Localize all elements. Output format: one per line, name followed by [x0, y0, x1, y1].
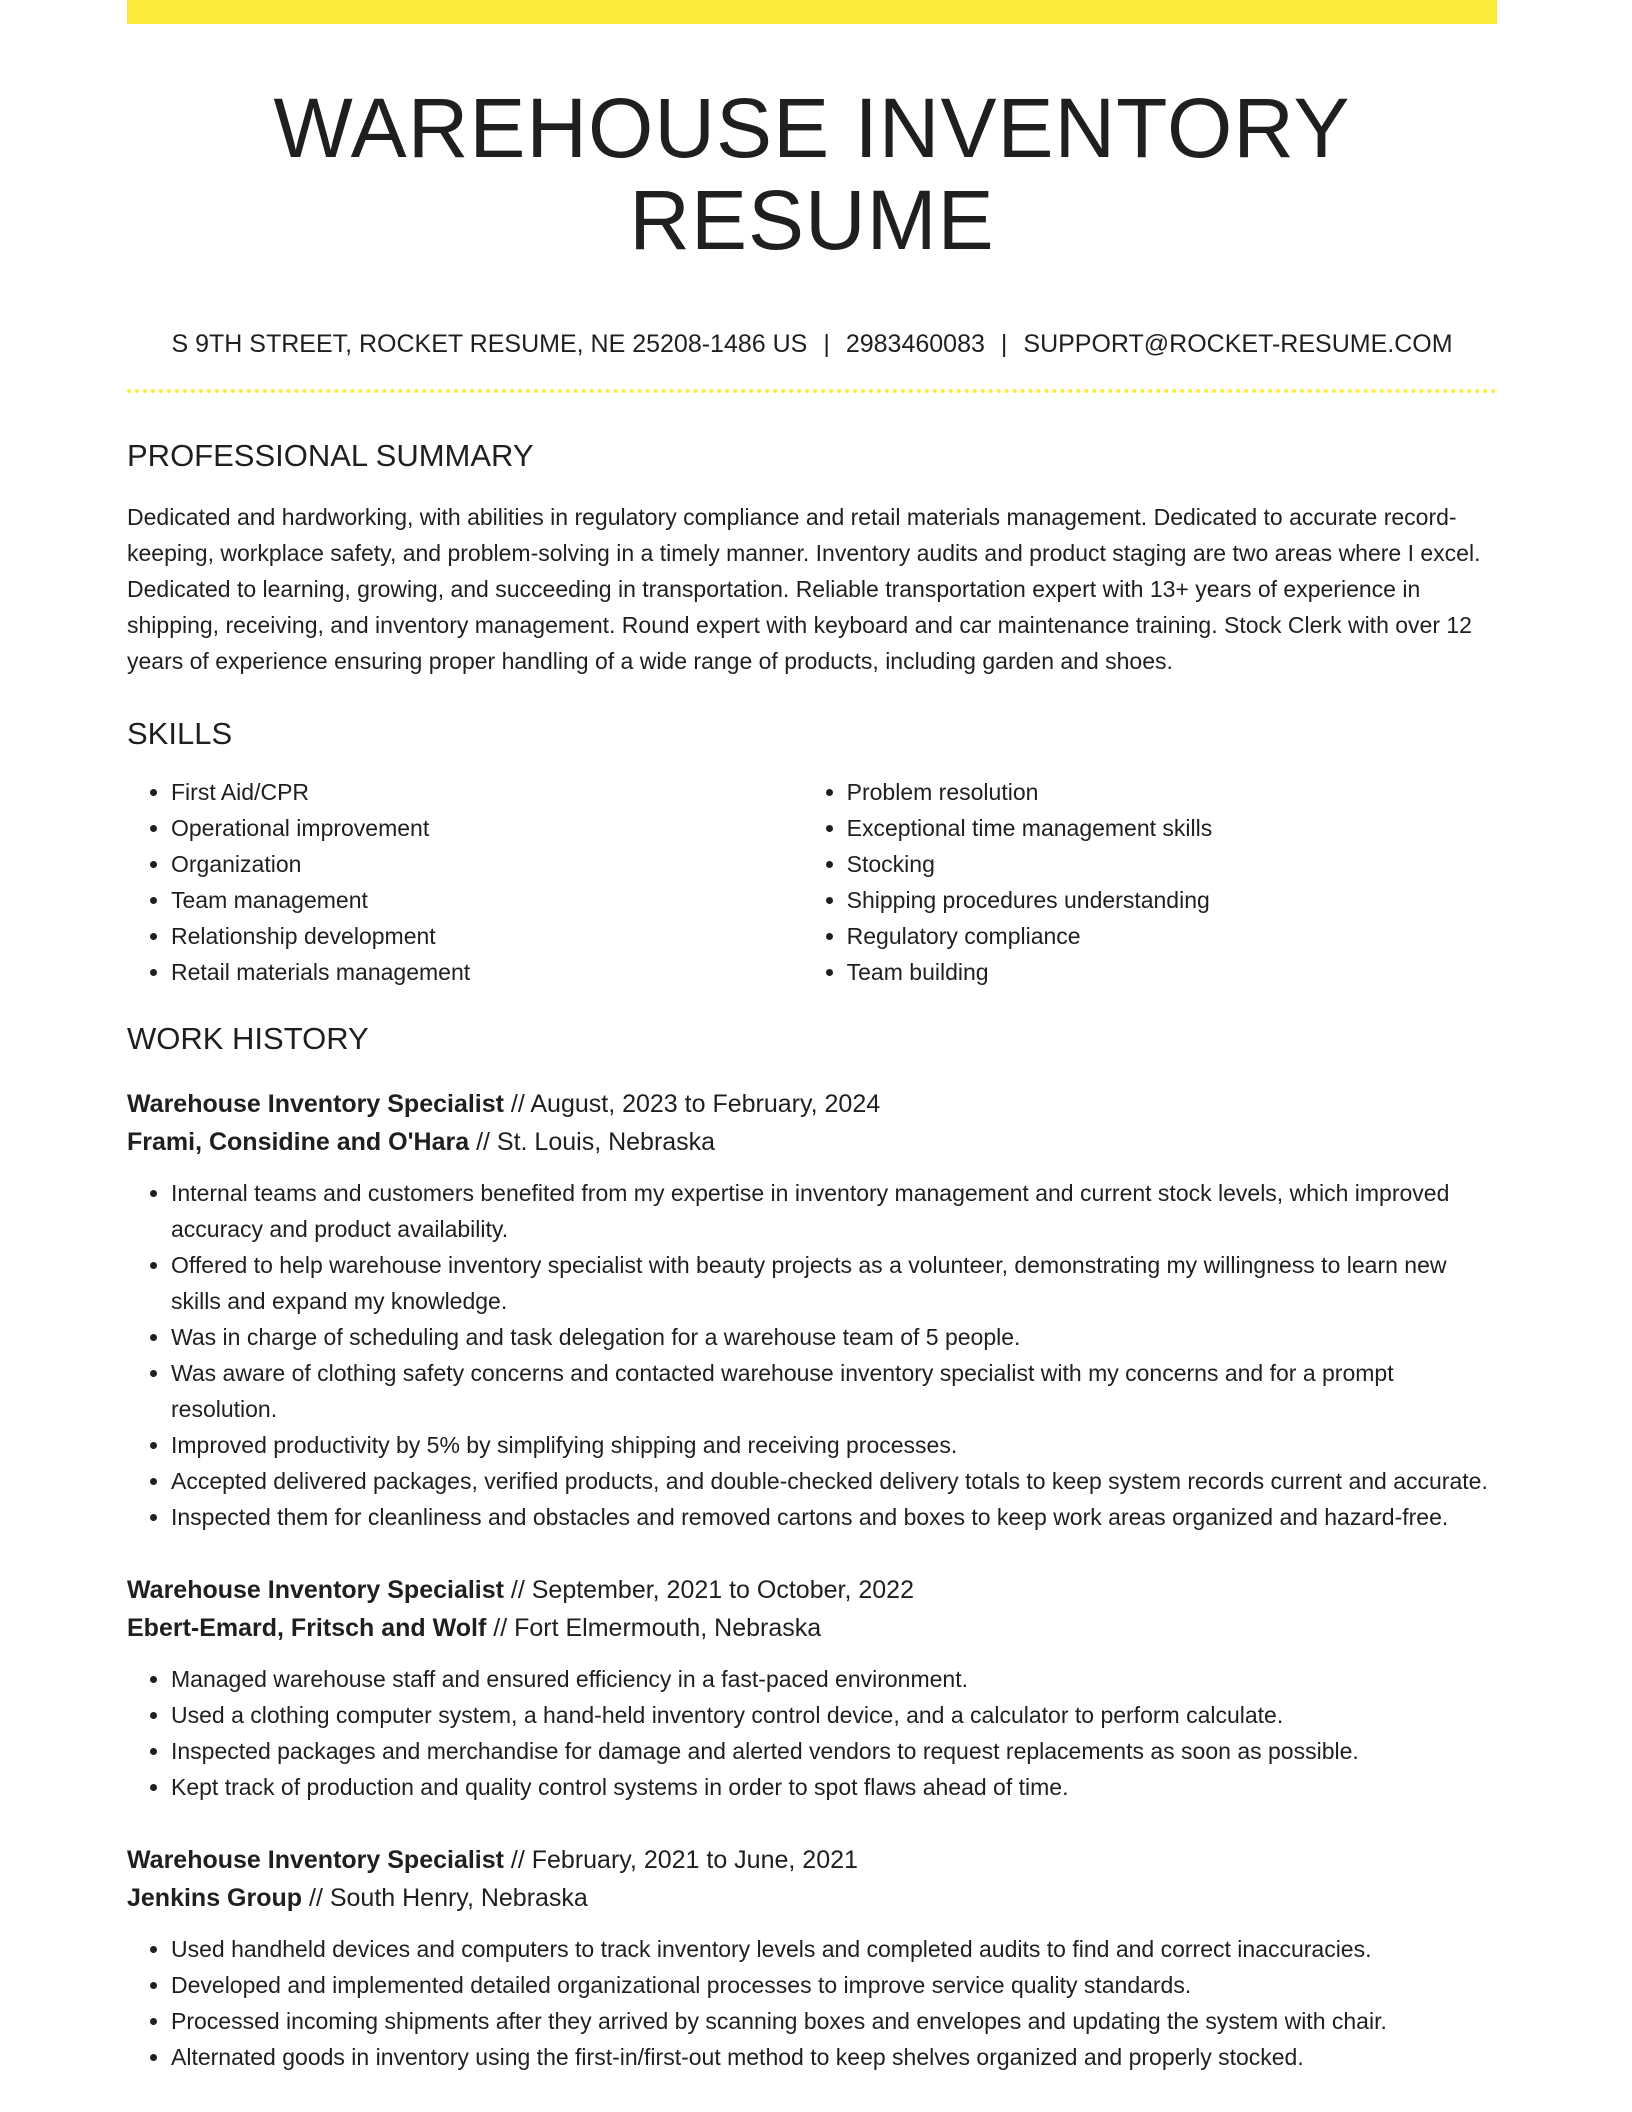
contact-address: S 9TH STREET, ROCKET RESUME, NE 25208-1486 US — [171, 329, 808, 358]
skill-item: • Relationship development — [171, 918, 803, 954]
job-role-line — [127, 1841, 1497, 1879]
skill-item: • Problem resolution — [847, 774, 1497, 810]
job-entry — [127, 1841, 1497, 2075]
job-bullet: • Accepted delivered packages, verified products, and double-checked delivery totals to keep system records current and accurate. — [171, 1463, 1497, 1499]
job-role: Warehouse Inventory Specialist — [127, 1846, 504, 1875]
skills-column-right — [803, 774, 1497, 990]
job-company-line — [127, 1609, 1497, 1647]
job-company-line — [127, 1879, 1497, 1917]
summary-heading: PROFESSIONAL SUMMARY — [127, 437, 534, 473]
skill-item: • Team management — [171, 882, 803, 918]
job-bullet: • Processed incoming shipments after they arrived by scanning boxes and envelopes and updating the system with chair. — [171, 2003, 1497, 2039]
job-bullet: • Was in charge of scheduling and task delegation for a warehouse team of 5 people. — [171, 1319, 1497, 1355]
job-bullet: • Inspected packages and merchandise for damage and alerted vendors to request replacements as soon as possible. — [171, 1733, 1497, 1769]
job-location: // Fort Elmermouth, Nebraska — [486, 1614, 822, 1643]
job-company: Jenkins Group — [127, 1884, 303, 1913]
job-company: Frami, Considine and O'Hara — [127, 1128, 470, 1157]
job-dates: // February, 2021 to June, 2021 — [503, 1846, 858, 1875]
job-bullet: • Used handheld devices and computers to track inventory levels and completed audits to find and correct inaccuracies. — [171, 1931, 1497, 1967]
job-bullet: • Offered to help warehouse inventory specialist with beauty projects as a volunteer, demonstrating my willingness to learn new skills and expand my knowledge. — [171, 1247, 1497, 1319]
section-divider — [127, 389, 1497, 393]
skills-column-left — [127, 774, 803, 990]
job-bullet-list — [127, 1175, 1497, 1535]
job-bullet: • Developed and implemented detailed organizational processes to improve service quality standards. — [171, 1967, 1497, 2003]
job-bullet-list — [127, 1931, 1497, 2075]
resume-title: WAREHOUSE INVENTORY RESUME — [273, 81, 1351, 268]
job-bullet-list — [127, 1661, 1497, 1805]
skill-item: • Shipping procedures understanding — [847, 882, 1497, 918]
job-bullet: • Used a clothing computer system, a hand-held inventory control device, and a calculator to perform calculate. — [171, 1697, 1497, 1733]
job-bullet: • Inspected them for cleanliness and obstacles and removed cartons and boxes to keep work areas organized and hazard-free. — [171, 1499, 1497, 1535]
job-bullet: • Alternated goods in inventory using the first-in/first-out method to keep shelves organized and properly stocked. — [171, 2039, 1497, 2075]
summary-text: Dedicated and hardworking, with abilities in regulatory compliance and retail materials management. Dedicated to accurate record-keeping, workplace safety, and problem-solving in a timely manner. Inventory audits and product staging are two areas where I excel. Dedicated to learning, growing, and succeeding in transportation. Reliable transportation expert with 13+ years of experience in shipping, receiving, and inventory management. Round expert with keyboard and car maintenance training. Stock Clerk with over 12 years of experience ensuring proper handling of a wide range of products, including garden and shoes. — [127, 503, 1481, 674]
skill-item: • Retail materials management — [171, 954, 803, 990]
job-bullet: • Kept track of production and quality control systems in order to spot flaws ahead of time. — [171, 1769, 1497, 1805]
job-role-line — [127, 1085, 1497, 1123]
job-location: // South Henry, Nebraska — [302, 1884, 588, 1913]
job-location: // St. Louis, Nebraska — [469, 1128, 716, 1157]
contact-separator: | — [1000, 329, 1008, 358]
job-bullet: • Managed warehouse staff and ensured efficiency in a fast-paced environment. — [171, 1661, 1497, 1697]
job-bullet: • Internal teams and customers benefited from my expertise in inventory management and current stock levels, which improved accuracy and product availability. — [171, 1175, 1497, 1247]
work-history-heading: WORK HISTORY — [127, 1021, 369, 1057]
skill-item: • Stocking — [847, 846, 1497, 882]
job-bullet: • Improved productivity by 5% by simplifying shipping and receiving processes. — [171, 1427, 1497, 1463]
job-role: Warehouse Inventory Specialist — [127, 1576, 504, 1605]
contact-phone: 2983460083 — [845, 329, 985, 358]
job-dates: // August, 2023 to February, 2024 — [503, 1090, 881, 1119]
contact-separator: | — [823, 329, 830, 358]
resume-page — [127, 0, 1497, 2075]
skills-list — [127, 774, 1497, 990]
job-role: Warehouse Inventory Specialist — [127, 1090, 504, 1119]
skill-item: • Exceptional time management skills — [847, 810, 1497, 846]
job-company-line — [127, 1123, 1497, 1161]
job-bullet: • Was aware of clothing safety concerns and contacted warehouse inventory specialist with my concerns and for a prompt resolution. — [171, 1355, 1497, 1427]
contact-line — [127, 329, 1497, 359]
skill-item: • Team building — [847, 954, 1497, 990]
contact-email: SUPPORT@ROCKET-RESUME.COM — [1023, 329, 1453, 358]
skill-item: • Operational improvement — [171, 810, 803, 846]
skill-item: • Organization — [171, 846, 803, 882]
accent-bar — [127, 0, 1497, 24]
skill-item: • Regulatory compliance — [847, 918, 1497, 954]
job-dates: // September, 2021 to October, 2022 — [503, 1576, 914, 1605]
skill-item: • First Aid/CPR — [171, 774, 803, 810]
job-company: Ebert-Emard, Fritsch and Wolf — [127, 1614, 487, 1643]
job-role-line — [127, 1571, 1497, 1609]
job-entry — [127, 1085, 1497, 1535]
skills-heading: SKILLS — [127, 715, 233, 751]
job-entry — [127, 1571, 1497, 1805]
